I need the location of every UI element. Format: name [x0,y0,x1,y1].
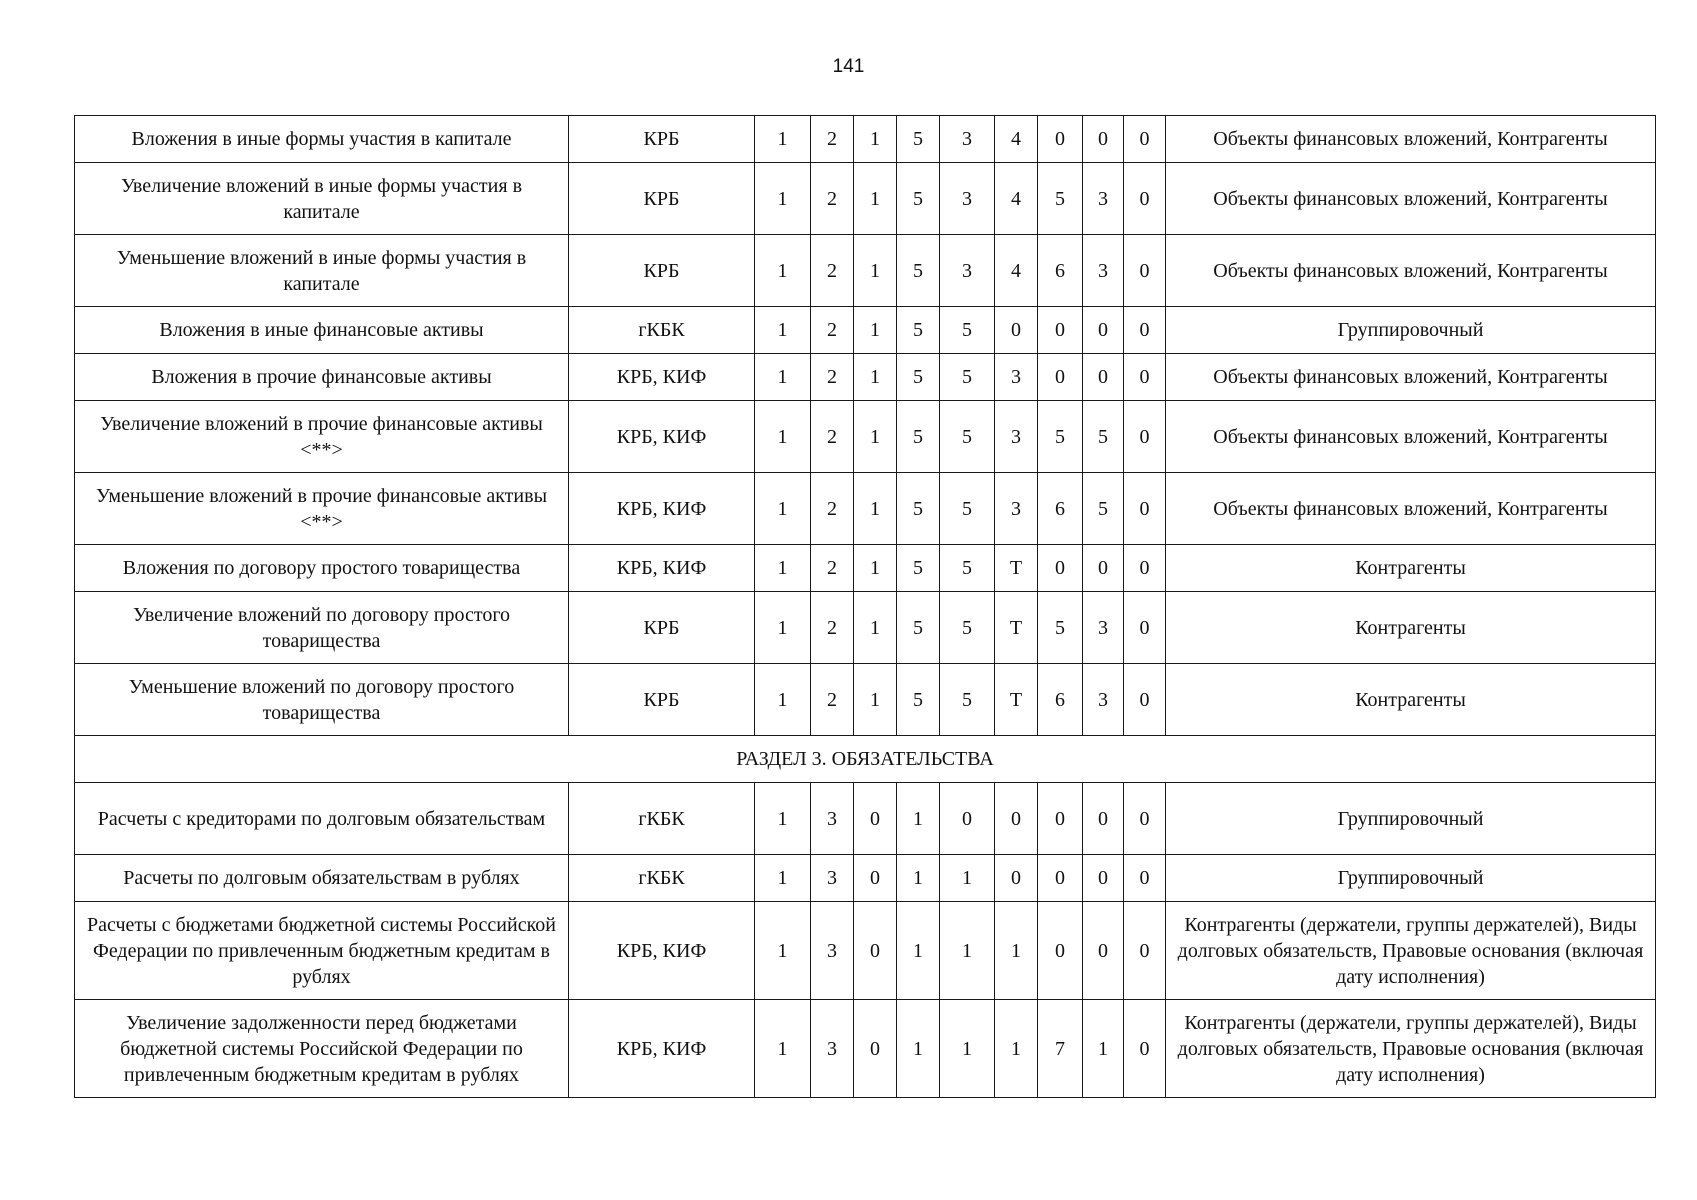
code-digit-cell: 1 [755,902,811,1000]
table-row [75,783,1656,855]
section-title: РАЗДЕЛ 3. ОБЯЗАТЕЛЬСТВА [75,736,1656,783]
analytics-cell: Контрагенты [1166,664,1656,736]
code-digit-cell: 3 [995,354,1038,401]
analytics-cell: Группировочный [1166,783,1656,855]
code-digit-cell: Т [995,664,1038,736]
account-name-cell: Уменьшение вложений в прочие финансовые активы <**> [75,473,569,545]
code-digit-cell: 0 [1083,307,1124,354]
code-digit-cell: 1 [854,307,897,354]
code-digit-cell: 1 [854,354,897,401]
code-digit-cell: 4 [995,116,1038,163]
code-digit-cell: 3 [1083,163,1124,235]
code-digit-cell: 5 [1038,592,1083,664]
code-digit-cell: 5 [940,354,995,401]
analytics-cell: Объекты финансовых вложений, Контрагенты [1166,473,1656,545]
analytics-cell: Объекты финансовых вложений, Контрагенты [1166,401,1656,473]
account-name-cell: Увеличение вложений в прочие финансовые активы <**> [75,401,569,473]
code-digit-cell: 5 [897,664,940,736]
account-kind-cell: КРБ [569,664,755,736]
code-digit-cell: 1 [854,592,897,664]
code-digit-cell: 5 [897,235,940,307]
analytics-cell: Объекты финансовых вложений, Контрагенты [1166,354,1656,401]
account-kind-cell: КРБ [569,116,755,163]
code-digit-cell: 5 [897,473,940,545]
code-digit-cell: 5 [940,592,995,664]
code-digit-cell: 0 [1083,116,1124,163]
code-digit-cell: 1 [854,545,897,592]
code-digit-cell: 0 [1124,545,1166,592]
account-kind-cell: КРБ [569,592,755,664]
code-digit-cell: 1 [755,473,811,545]
code-digit-cell: 3 [995,473,1038,545]
code-digit-cell: 0 [995,783,1038,855]
code-digit-cell: 1 [755,307,811,354]
code-digit-cell: 0 [1124,163,1166,235]
table-row [75,1000,1656,1098]
code-digit-cell: 0 [854,783,897,855]
account-name-cell: Вложения в прочие финансовые активы [75,354,569,401]
code-digit-cell: 4 [995,163,1038,235]
code-digit-cell: 3 [811,902,854,1000]
account-name-cell: Увеличение задолженности перед бюджетами бюджетной системы Российской Федерации по привлеченным бюджетным кредитам в рублях [75,1000,569,1098]
code-digit-cell: 0 [995,307,1038,354]
code-digit-cell: 0 [1124,235,1166,307]
account-name-cell: Расчеты с кредиторами по долговым обязательствам [75,783,569,855]
account-kind-cell: гКБК [569,855,755,902]
code-digit-cell: 1 [897,855,940,902]
analytics-cell: Объекты финансовых вложений, Контрагенты [1166,163,1656,235]
account-name-cell: Вложения по договору простого товарищества [75,545,569,592]
code-digit-cell: 1 [854,473,897,545]
code-digit-cell: 5 [897,307,940,354]
code-digit-cell: 0 [1124,473,1166,545]
table-row [75,163,1656,235]
code-digit-cell: 2 [811,235,854,307]
table-row [75,354,1656,401]
code-digit-cell: 2 [811,307,854,354]
code-digit-cell: 2 [811,116,854,163]
accounts-table [74,115,1656,1098]
code-digit-cell: 0 [854,855,897,902]
code-digit-cell: 6 [1038,664,1083,736]
table-row [75,473,1656,545]
table-row [75,855,1656,902]
code-digit-cell: 5 [940,545,995,592]
code-digit-cell: 0 [1124,307,1166,354]
code-digit-cell: 2 [811,592,854,664]
code-digit-cell: 0 [1124,664,1166,736]
code-digit-cell: 2 [811,545,854,592]
code-digit-cell: Т [995,545,1038,592]
code-digit-cell: 0 [1083,354,1124,401]
code-digit-cell: 2 [811,163,854,235]
code-digit-cell: 2 [811,664,854,736]
code-digit-cell: 1 [755,401,811,473]
code-digit-cell: 0 [940,783,995,855]
account-name-cell: Уменьшение вложений по договору простого товарищества [75,664,569,736]
analytics-cell: Контрагенты [1166,545,1656,592]
code-digit-cell: 7 [1038,1000,1083,1098]
code-digit-cell: 5 [897,116,940,163]
table-body [75,116,1656,1098]
table-row [75,307,1656,354]
code-digit-cell: 4 [995,235,1038,307]
code-digit-cell: 0 [1124,1000,1166,1098]
code-digit-cell: 5 [940,307,995,354]
code-digit-cell: 5 [897,545,940,592]
code-digit-cell: 0 [995,855,1038,902]
code-digit-cell: 1 [854,664,897,736]
account-name-cell: Увеличение вложений по договору простого товарищества [75,592,569,664]
code-digit-cell: 0 [1038,116,1083,163]
code-digit-cell: 1 [897,902,940,1000]
account-kind-cell: КРБ, КИФ [569,473,755,545]
table-row [75,664,1656,736]
code-digit-cell: 3 [940,235,995,307]
code-digit-cell: 5 [940,664,995,736]
code-digit-cell: 1 [854,163,897,235]
code-digit-cell: 5 [1083,401,1124,473]
code-digit-cell: 1 [755,545,811,592]
analytics-cell: Контрагенты (держатели, группы держателей), Виды долговых обязательств, Правовые основания (включая дату исполнения) [1166,902,1656,1000]
table-row [75,592,1656,664]
code-digit-cell: 1 [755,116,811,163]
code-digit-cell: 5 [1038,163,1083,235]
table-row [75,545,1656,592]
code-digit-cell: 5 [897,592,940,664]
code-digit-cell: 3 [811,783,854,855]
code-digit-cell: Т [995,592,1038,664]
code-digit-cell: 0 [1124,354,1166,401]
analytics-cell: Объекты финансовых вложений, Контрагенты [1166,116,1656,163]
code-digit-cell: 5 [897,354,940,401]
code-digit-cell: 2 [811,473,854,545]
code-digit-cell: 5 [897,163,940,235]
code-digit-cell: 6 [1038,235,1083,307]
analytics-cell: Контрагенты [1166,592,1656,664]
code-digit-cell: 3 [1083,664,1124,736]
code-digit-cell: 0 [1038,354,1083,401]
account-name-cell: Расчеты с бюджетами бюджетной системы Российской Федерации по привлеченным бюджетным кредитам в рублях [75,902,569,1000]
code-digit-cell: 1 [995,902,1038,1000]
code-digit-cell: 5 [940,473,995,545]
account-kind-cell: КРБ, КИФ [569,545,755,592]
code-digit-cell: 0 [854,1000,897,1098]
code-digit-cell: 2 [811,354,854,401]
code-digit-cell: 5 [1038,401,1083,473]
code-digit-cell: 3 [940,116,995,163]
code-digit-cell: 0 [1124,902,1166,1000]
code-digit-cell: 1 [755,354,811,401]
code-digit-cell: 3 [1083,592,1124,664]
code-digit-cell: 1 [755,664,811,736]
code-digit-cell: 1 [755,235,811,307]
code-digit-cell: 0 [1038,855,1083,902]
account-name-cell: Вложения в иные формы участия в капитале [75,116,569,163]
account-kind-cell: гКБК [569,307,755,354]
code-digit-cell: 1 [940,855,995,902]
code-digit-cell: 0 [1083,783,1124,855]
account-kind-cell: КРБ, КИФ [569,902,755,1000]
analytics-cell: Группировочный [1166,855,1656,902]
code-digit-cell: 1 [755,1000,811,1098]
table-row [75,902,1656,1000]
code-digit-cell: 0 [854,902,897,1000]
code-digit-cell: 1 [995,1000,1038,1098]
section-heading-row [75,736,1656,783]
code-digit-cell: 2 [811,401,854,473]
account-name-cell: Вложения в иные финансовые активы [75,307,569,354]
code-digit-cell: 0 [1083,855,1124,902]
account-name-cell: Расчеты по долговым обязательствам в рублях [75,855,569,902]
code-digit-cell: 1 [755,783,811,855]
code-digit-cell: 1 [897,1000,940,1098]
code-digit-cell: 0 [1124,401,1166,473]
code-digit-cell: 0 [1038,783,1083,855]
code-digit-cell: 3 [811,1000,854,1098]
code-digit-cell: 0 [1083,902,1124,1000]
code-digit-cell: 6 [1038,473,1083,545]
analytics-cell: Группировочный [1166,307,1656,354]
code-digit-cell: 3 [995,401,1038,473]
analytics-cell: Контрагенты (держатели, группы держателей), Виды долговых обязательств, Правовые основания (включая дату исполнения) [1166,1000,1656,1098]
code-digit-cell: 0 [1038,307,1083,354]
account-kind-cell: КРБ [569,163,755,235]
code-digit-cell: 0 [1083,545,1124,592]
account-kind-cell: КРБ [569,235,755,307]
code-digit-cell: 5 [940,401,995,473]
code-digit-cell: 0 [1124,783,1166,855]
table-row [75,401,1656,473]
analytics-cell: Объекты финансовых вложений, Контрагенты [1166,235,1656,307]
code-digit-cell: 0 [1124,855,1166,902]
code-digit-cell: 1 [755,163,811,235]
code-digit-cell: 1 [1083,1000,1124,1098]
code-digit-cell: 0 [1124,592,1166,664]
code-digit-cell: 1 [854,235,897,307]
account-name-cell: Увеличение вложений в иные формы участия в капитале [75,163,569,235]
account-kind-cell: КРБ, КИФ [569,1000,755,1098]
table-row [75,116,1656,163]
code-digit-cell: 0 [1038,902,1083,1000]
code-digit-cell: 1 [854,116,897,163]
code-digit-cell: 3 [811,855,854,902]
page-number: 141 [832,56,865,77]
account-kind-cell: гКБК [569,783,755,855]
code-digit-cell: 5 [1083,473,1124,545]
code-digit-cell: 1 [755,855,811,902]
code-digit-cell: 0 [1124,116,1166,163]
account-kind-cell: КРБ, КИФ [569,401,755,473]
code-digit-cell: 1 [940,902,995,1000]
code-digit-cell: 1 [940,1000,995,1098]
code-digit-cell: 0 [1038,545,1083,592]
code-digit-cell: 3 [940,163,995,235]
code-digit-cell: 3 [1083,235,1124,307]
table-row [75,235,1656,307]
code-digit-cell: 1 [897,783,940,855]
code-digit-cell: 1 [854,401,897,473]
account-name-cell: Уменьшение вложений в иные формы участия в капитале [75,235,569,307]
account-kind-cell: КРБ, КИФ [569,354,755,401]
code-digit-cell: 1 [755,592,811,664]
code-digit-cell: 5 [897,401,940,473]
